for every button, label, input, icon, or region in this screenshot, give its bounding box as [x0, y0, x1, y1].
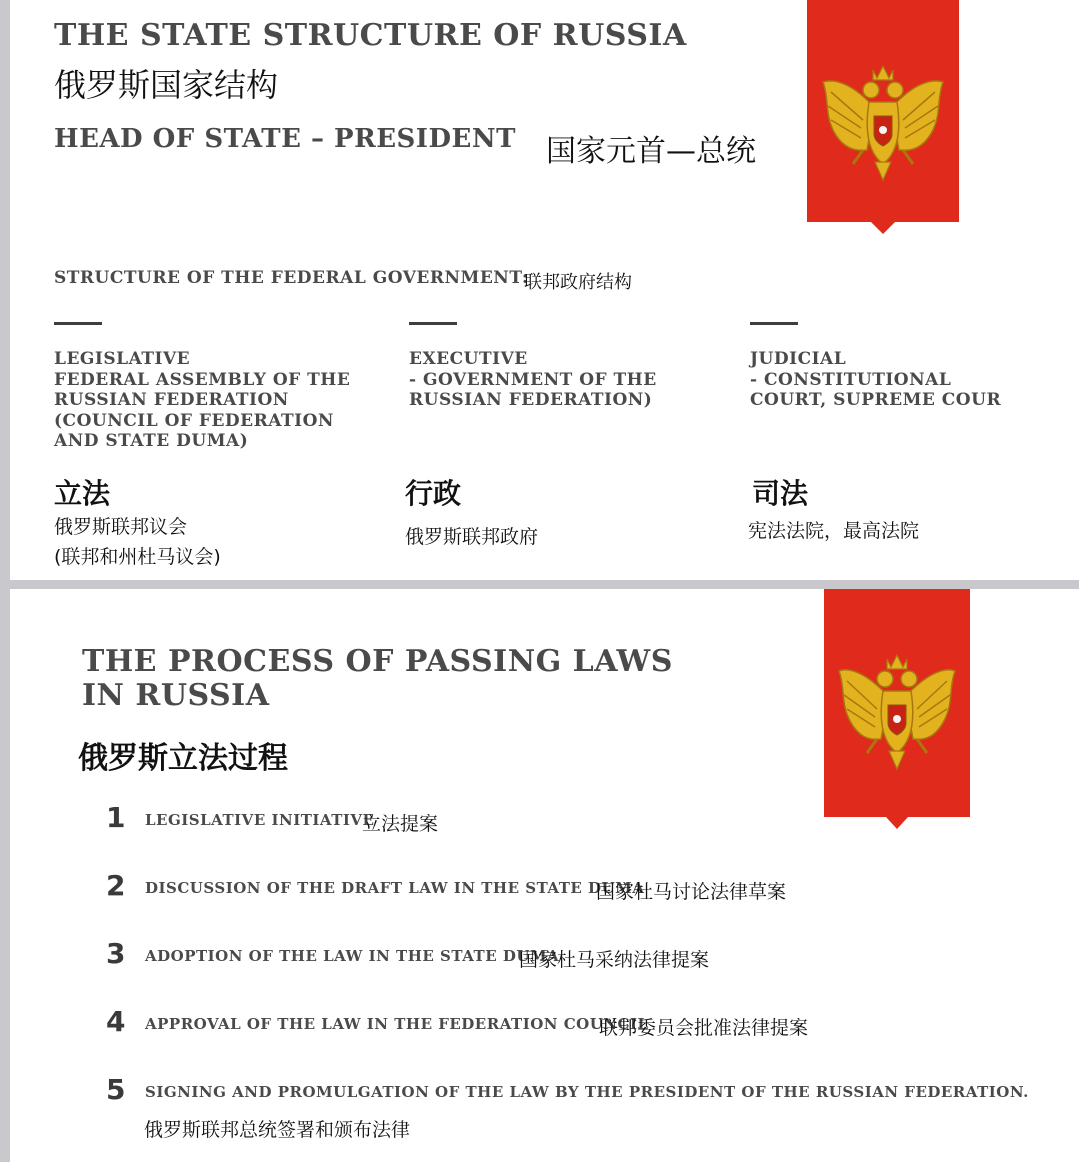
step-number: 5	[106, 1073, 126, 1106]
branch-executive-desc-zh: 俄罗斯联邦政府	[405, 526, 539, 548]
law-process-title: THE PROCESS OF PASSING LAWS IN RUSSIA	[82, 644, 673, 713]
divider	[54, 322, 102, 325]
state-structure-title-zh: 俄罗斯国家结构	[54, 66, 279, 104]
law-process-title-zh: 俄罗斯立法过程	[78, 741, 288, 776]
head-of-state-heading: HEAD OF STATE – PRESIDENT	[54, 124, 516, 154]
step-label-zh: 俄罗斯联邦总统签署和颁布法律	[144, 1119, 411, 1141]
branch-executive	[405, 322, 657, 548]
head-of-state-heading-zh: 国家元首—总统	[546, 134, 756, 169]
step-number: 2	[106, 869, 126, 902]
branch-legislative-title-zh: 立法	[54, 477, 111, 510]
step-label-zh: 国家杜马讨论法律草案	[596, 881, 787, 903]
state-structure-title: THE STATE STRUCTURE OF RUSSIA	[54, 18, 687, 53]
step-label-zh: 国家杜马采纳法律提案	[519, 949, 710, 971]
divider	[750, 322, 798, 325]
divider	[409, 322, 457, 325]
law-process-panel	[10, 589, 1079, 1162]
step-label-zh: 立法提案	[362, 813, 439, 835]
branch-judicial-title-zh: 司法	[752, 477, 809, 510]
branch-legislative-desc-zh: 俄罗斯联邦议会 (联邦和州杜马议会)	[54, 516, 221, 568]
branch-executive-title-zh: 行政	[405, 477, 462, 510]
step-label-en: DISCUSSION OF THE DRAFT LAW IN THE STATE DUMA	[145, 879, 645, 897]
russian-coat-of-arms-icon	[824, 589, 970, 829]
branch-judicial	[748, 322, 1002, 542]
federal-government-structure-label: STRUCTURE OF THE FEDERAL GOVERNMENT:	[54, 268, 529, 288]
federal-government-structure-label-zh: 联邦政府结构	[524, 272, 632, 293]
russian-coat-of-arms-icon	[807, 0, 959, 234]
step-number: 1	[106, 801, 126, 834]
step-number: 4	[106, 1005, 126, 1038]
step-label-en: APPROVAL OF THE LAW IN THE FEDERATION COUNCIL	[145, 1015, 649, 1033]
branch-judicial-desc-zh: 宪法法院，最高法院	[748, 520, 920, 542]
branch-legislative	[54, 322, 351, 568]
step-number: 3	[106, 937, 126, 970]
step-label-zh: 联邦委员会批准法律提案	[599, 1017, 809, 1039]
step-label-en: SIGNING AND PROMULGATION OF THE LAW BY THE PRESIDENT OF THE RUSSIAN FEDERATION.	[145, 1083, 1029, 1101]
step-label-en: LEGISLATIVE INITIATIVE	[145, 811, 375, 829]
step-label-en: ADOPTION OF THE LAW IN THE STATE DUMA	[145, 947, 560, 965]
branch-executive-en: EXECUTIVE - GOVERNMENT OF THE RUSSIAN FEDERATION)	[409, 349, 657, 410]
state-structure-panel	[10, 0, 1079, 580]
branch-judicial-en: JUDICIAL - CONSTITUTIONAL COURT, SUPREME COUR	[750, 349, 1002, 410]
branch-legislative-en: LEGISLATIVE FEDERAL ASSEMBLY OF THE RUSSIAN FEDERATION (COUNCIL OF FEDERATION AND STATE DUMA)	[54, 349, 351, 451]
